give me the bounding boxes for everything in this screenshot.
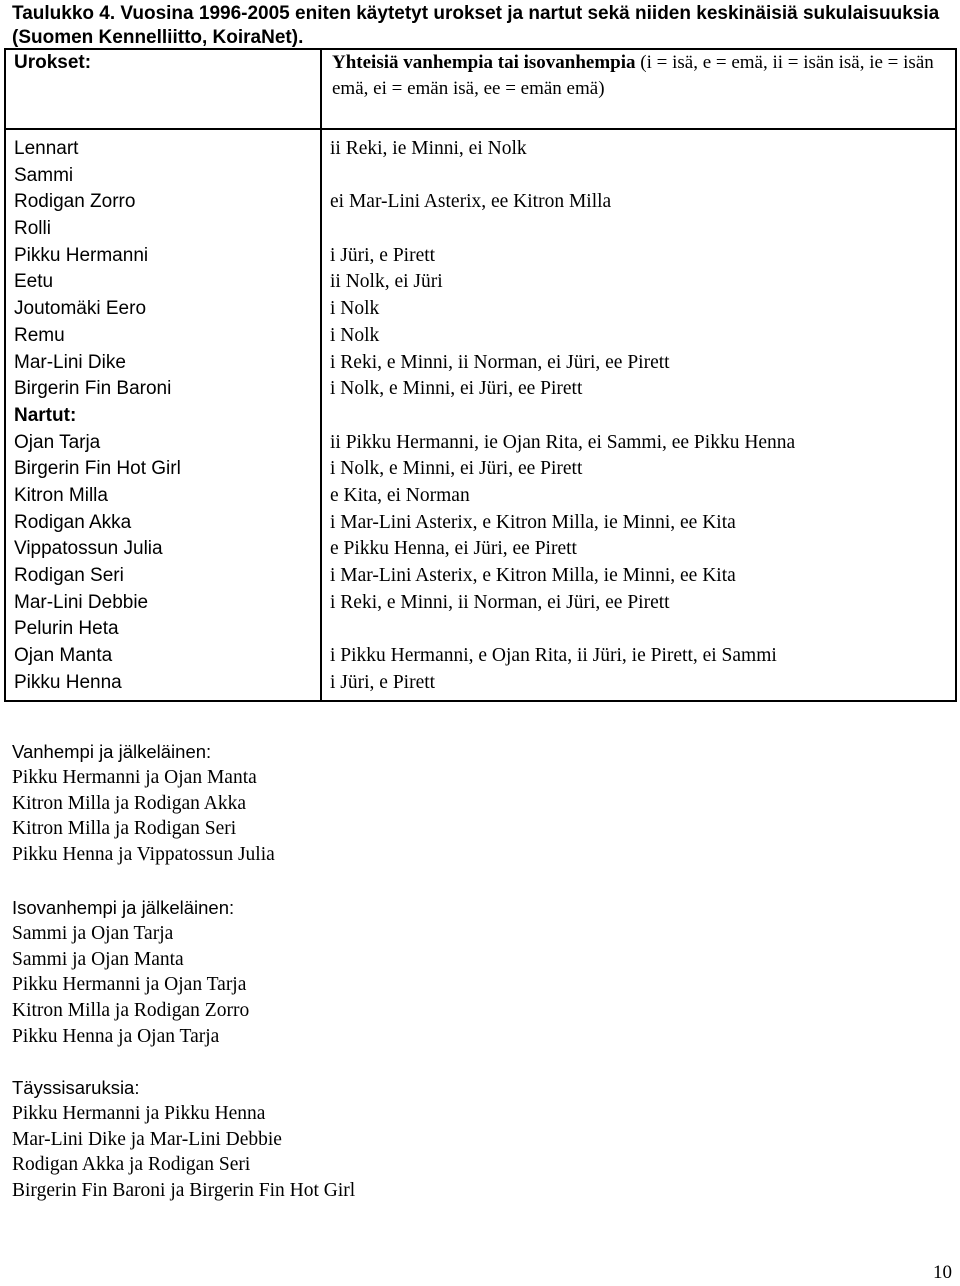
section-full-siblings xyxy=(12,1075,355,1204)
dog-pair: Kitron Milla ja Rodigan Zorro xyxy=(12,1000,250,1022)
dog-pair: Pikku Hermanni ja Ojan Manta xyxy=(12,766,257,788)
table-body-row xyxy=(5,129,956,701)
common-ancestors: i Mar-Lini Asterix, e Kitron Milla, ie Minni, ee Kita xyxy=(330,511,736,533)
common-ancestors: e Pikku Henna, ei Jüri, ee Pirett xyxy=(330,538,577,560)
dog-names-column xyxy=(5,129,321,701)
common-ancestors: i Nolk, e Minni, ei Jüri, ee Pirett xyxy=(330,378,583,400)
dog-name: Remu xyxy=(14,324,65,346)
dog-name: Ojan Tarja xyxy=(14,431,101,453)
section-heading: Isovanhempi ja jälkeläinen: xyxy=(12,897,235,918)
dog-pair: Sammi ja Ojan Manta xyxy=(12,948,184,970)
common-ancestors: i Jüri, e Pirett xyxy=(330,244,436,266)
common-ancestors: ii Reki, ie Minni, ei Nolk xyxy=(330,138,527,159)
dog-pair: Rodigan Akka ja Rodigan Seri xyxy=(12,1154,251,1176)
page-number: 10 xyxy=(933,1262,952,1283)
table-caption: Taulukko 4. Vuosina 1996-2005 eniten käytetyt urokset ja nartut sekä niiden keskinäisiä sukulaisuuksia (Suomen Kennelliitto, KoiraNet). xyxy=(12,3,940,48)
common-ancestors: i Pikku Hermanni, e Ojan Rita, ii Jüri, ie Pirett, ei Sammi xyxy=(330,645,777,667)
section-heading: Vanhempi ja jälkeläinen: xyxy=(12,741,212,762)
dog-name: Birgerin Fin Hot Girl xyxy=(14,458,181,480)
dog-pair: Mar-Lini Dike ja Mar-Lini Debbie xyxy=(12,1128,282,1150)
common-ancestors xyxy=(322,163,955,190)
dog-name: Rodigan Akka xyxy=(14,511,132,533)
dog-name: Birgerin Fin Baroni xyxy=(14,378,172,400)
dog-name: Sammi xyxy=(14,164,74,186)
table-header-row xyxy=(5,49,956,129)
females-subheading: Nartut: xyxy=(14,404,77,426)
dog-name: Mar-Lini Dike xyxy=(14,351,126,373)
dog-name: Kitron Milla xyxy=(14,484,108,506)
dog-name: Rolli xyxy=(14,218,51,240)
dog-name: Eetu xyxy=(14,271,54,293)
dog-pair: Sammi ja Ojan Tarja xyxy=(12,922,174,944)
common-ancestors: i Nolk xyxy=(330,298,380,320)
common-ancestors: ii Pikku Hermanni, ie Ojan Rita, ei Sammi, ee Pikku Henna xyxy=(330,431,796,453)
section-grandparent-offspring xyxy=(12,895,249,1050)
header-common-ancestors xyxy=(321,49,956,129)
dog-name: Vippatossun Julia xyxy=(14,538,163,560)
dog-pair: Kitron Milla ja Rodigan Seri xyxy=(12,818,237,840)
common-ancestors xyxy=(322,403,955,430)
common-ancestors: i Reki, e Minni, ii Norman, ei Jüri, ee Pirett xyxy=(330,351,670,373)
common-ancestors xyxy=(322,616,955,643)
dog-name: Ojan Manta xyxy=(14,645,113,667)
dog-pair: Pikku Hermanni ja Ojan Tarja xyxy=(12,974,247,996)
common-ancestors: i Nolk, e Minni, ei Jüri, ee Pirett xyxy=(330,458,583,480)
common-ancestors: ei Mar-Lini Asterix, ee Kitron Milla xyxy=(330,191,612,213)
common-ancestors: i Mar-Lini Asterix, e Kitron Milla, ie Minni, ee Kita xyxy=(330,565,736,586)
dog-name: Mar-Lini Debbie xyxy=(14,591,149,613)
section-parent-offspring xyxy=(12,739,275,868)
section-heading: Täyssisaruksia: xyxy=(12,1077,140,1098)
kinship-table xyxy=(4,48,957,702)
common-ancestors xyxy=(322,216,955,243)
common-ancestors: e Kita, ei Norman xyxy=(330,484,470,506)
dog-pair: Pikku Henna ja Ojan Tarja xyxy=(12,1025,220,1047)
dog-name: Pikku Hermanni xyxy=(14,244,149,266)
dog-name: Joutomäki Eero xyxy=(14,298,147,320)
dog-name: Rodigan Seri xyxy=(14,565,124,586)
header-legend: (i = isä, e = emä, ii = isän isä, ie = isän emä, ei = emän isä, ee = emän emä) xyxy=(332,52,934,99)
dog-name: Pikku Henna xyxy=(14,671,122,693)
dog-name: Rodigan Zorro xyxy=(14,191,136,213)
dog-name: Lennart xyxy=(14,138,79,159)
dog-pair: Kitron Milla ja Rodigan Akka xyxy=(12,792,246,814)
common-ancestors: i Jüri, e Pirett xyxy=(330,671,436,693)
header-common-ancestors-title: Yhteisiä vanhempia tai isovanhempia xyxy=(332,52,636,73)
dog-pair: Pikku Hermanni ja Pikku Henna xyxy=(12,1102,266,1124)
common-ancestors: i Nolk xyxy=(330,324,380,346)
dog-pair: Birgerin Fin Baroni ja Birgerin Fin Hot Girl xyxy=(12,1180,356,1202)
header-males: Urokset: xyxy=(5,49,321,129)
relations-column xyxy=(321,129,956,701)
dog-name: Pelurin Heta xyxy=(14,618,119,640)
common-ancestors: i Reki, e Minni, ii Norman, ei Jüri, ee Pirett xyxy=(330,591,670,613)
dog-pair: Pikku Henna ja Vippatossun Julia xyxy=(12,844,275,866)
common-ancestors: ii Nolk, ei Jüri xyxy=(330,271,443,293)
